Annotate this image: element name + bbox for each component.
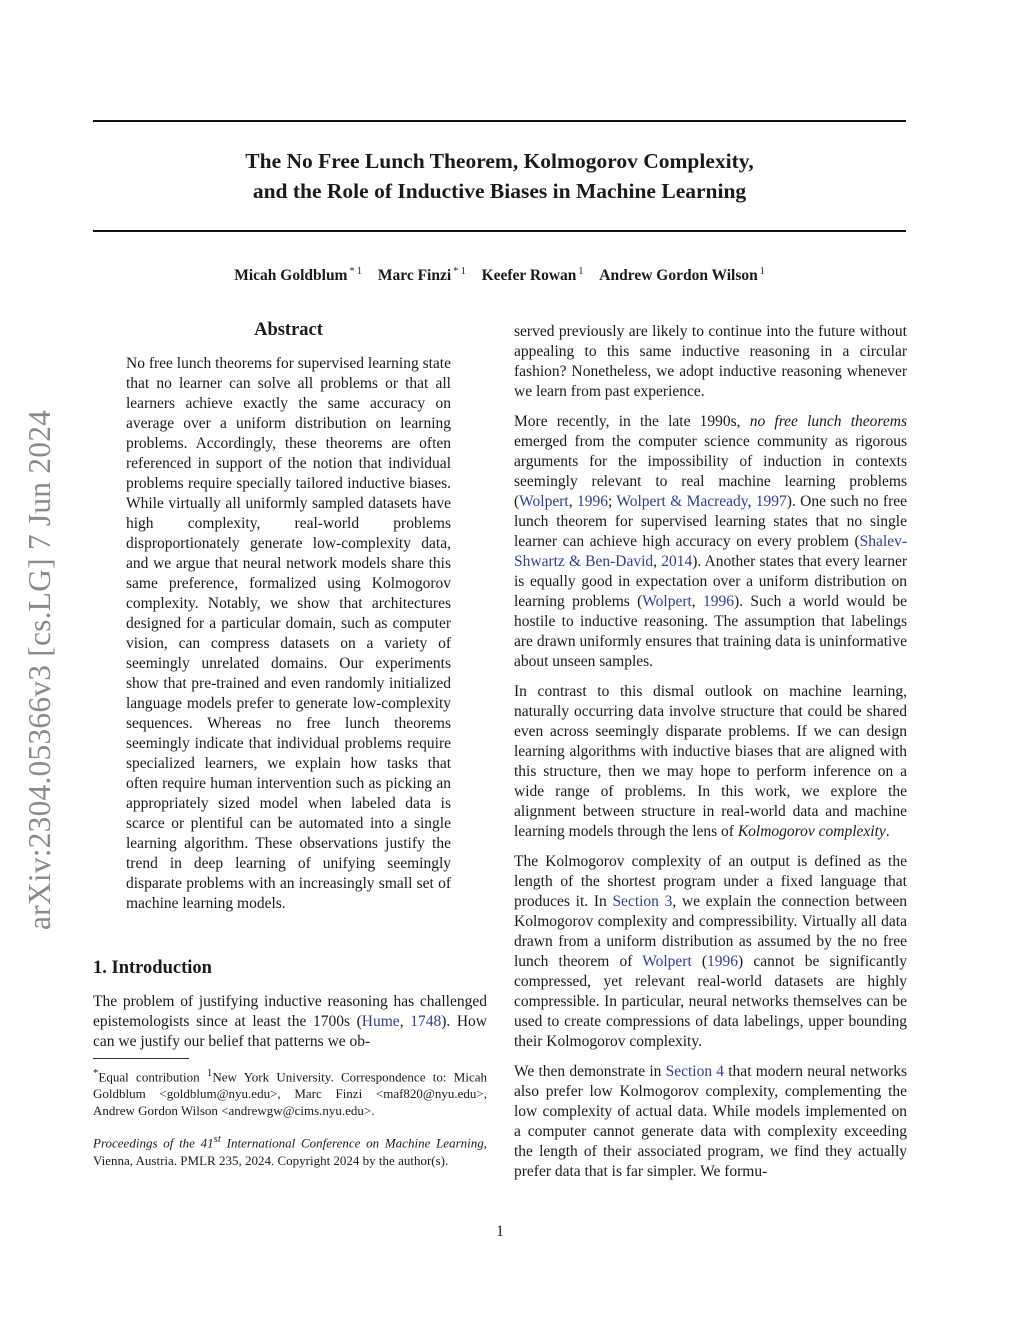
- footnote-mark: 1: [206, 1067, 213, 1079]
- text-run: In contrast to this dismal outlook on machine learning, naturally occurring data involve structure that could be shared even across seemingly disparate problems. If we can design learning algorithms with inductive biases that are aligned with this structure, then we may hope to perform inference on a wide range of problems. In this work, we explore the alignment between structure in real-world data and machine learning models through the lens of: [514, 683, 907, 840]
- text-run: ,: [399, 1013, 411, 1030]
- text-run: , Vienna, Austria. PMLR 235, 2024. Copyright 2024 by the author(s).: [93, 1135, 487, 1168]
- text-run: ). Such a world would be hostile to inductive reasoning. The assumption that labelings are drawn uniformly ensures that training data is uninformative about unseen samples.: [514, 593, 907, 670]
- author: [378, 267, 466, 284]
- text-run: ,: [747, 493, 756, 510]
- text-run: The problem of justifying inductive reasoning has challenged epistemologists since at least the 1700s (: [93, 993, 487, 1030]
- citation-year-link[interactable]: 1997: [755, 493, 787, 510]
- author-affiliation: * 1: [453, 266, 466, 277]
- author-name: Andrew Gordon Wilson: [599, 267, 758, 285]
- proceedings-note: [93, 1131, 487, 1168]
- section-heading: 1. Introduction: [93, 958, 212, 978]
- text-run: Equal contribution: [98, 1069, 207, 1085]
- author-name: Keefer Rowan: [481, 267, 577, 285]
- author-name: Micah Goldblum: [234, 267, 348, 285]
- citation-year-link[interactable]: 2014: [661, 553, 693, 570]
- author: [482, 267, 584, 284]
- text-run: ,: [691, 593, 703, 610]
- text-run: ;: [607, 493, 617, 510]
- citation-link[interactable]: Shalev-Shwartz & Ben-David: [514, 533, 907, 570]
- title-rule-top: [93, 120, 906, 122]
- emphasis: no free lunch theorems: [749, 413, 907, 430]
- body-paragraph: [514, 682, 907, 842]
- text-run: More recently, in the late 1990s,: [514, 413, 750, 430]
- text-run: emerged from the computer science community as rigorous arguments for the impossibility of induction in contexts seemingly relevant to real machine learning problems (: [514, 433, 907, 510]
- author-affiliation: 1: [759, 266, 765, 277]
- section-link[interactable]: Section 3: [612, 893, 673, 910]
- title-line-2: and the Role of Inductive Biases in Machine Learning: [252, 179, 747, 203]
- abstract-text: No free lunch theorems for supervised learning state that no learner can solve all problems or that all learners achieve exactly the same accuracy on average over a uniform distribution on learning problems. Accordingly, these theorems are often referenced in support of the notion that individual problems require specially tailored inductive biases. While virtually all uniformly sampled datasets have high complexity, real-world problems disproportionately generate low-complexity data, and we argue that neural network models share this same preference, formalized using Kolmogorov complexity. Notably, we show that architectures designed for a particular domain, such as computer vision, can compress datasets on a variety of seemingly unrelated domains. Our experiments show that pre-trained and even randomly initialized language models prefer to generate low-complexity sequences. Whereas no free lunch theorems seemingly indicate that individual problems require specialized learners, we explain how tasks that often require human intervention such as picking an appropriately sized model when labeled data is scarce or plentiful can be automated into a single learning algorithm. These observations justify the trend in deep learning of unifying seemingly disparate problems with an increasingly small set of machine learning models.: [126, 355, 451, 912]
- author-affiliation: 1: [578, 266, 584, 277]
- author-list: [93, 266, 906, 285]
- abstract-heading: Abstract: [254, 320, 323, 340]
- right-column: [514, 322, 907, 1192]
- body-paragraph: [514, 1062, 907, 1182]
- title-rule-bottom: [93, 230, 906, 232]
- footnote-mark: *: [93, 1067, 99, 1079]
- paper-title: [93, 146, 906, 206]
- text-run: ). One such no free lunch theorem for supervised learning states that no single learner can achieve high accuracy on every problem (: [514, 493, 908, 550]
- author: [234, 267, 362, 284]
- body-paragraph: [514, 852, 907, 1052]
- footnote-affiliations: [93, 1065, 487, 1119]
- citation-link[interactable]: Wolpert: [519, 493, 569, 510]
- author-affiliation: * 1: [349, 266, 362, 277]
- page-number: 1: [496, 1223, 504, 1240]
- intro-paragraph: [93, 992, 487, 1052]
- text-run: that modern neural networks also prefer low Kolmogorov complexity, complementing the low complexity of actual data. While models implemented on a computer cannot generate data with complexity exceeding the length of their associated program, we find they actually prefer data that is far simpler. We formu-: [514, 1063, 908, 1180]
- arxiv-identifier-stamp: arXiv:2304.05366v3 [cs.LG] 7 Jun 2024: [22, 409, 57, 930]
- text-run: ). How can we justify our belief that patterns we ob-: [93, 1013, 488, 1050]
- section-link[interactable]: Section 4: [665, 1063, 725, 1080]
- author-name: Marc Finzi: [377, 267, 452, 285]
- text-run: ). Another states that every learner is equally good in expectation over a uniform distribution on learning problems (: [514, 553, 908, 610]
- text-run: New York University. Correspondence to: Micah Goldblum <goldblum@nyu.edu>, Marc Finzi <maf820@nyu.edu>, Andrew Gordon Wilson <andrewgw@cims.nyu.edu>.: [93, 1069, 488, 1119]
- text-run: st: [213, 1133, 221, 1146]
- citation-link[interactable]: Wolpert: [642, 593, 692, 610]
- text-run: , we explain the connection between Kolmogorov complexity and compressibility. Virtually all data drawn from a uniform distribution as assumed by the no free lunch theorem of: [514, 893, 907, 970]
- text-run: ,: [653, 553, 662, 570]
- text-run: ) cannot be significantly compressed, yet relevant real-world datasets are highly compressible. In particular, neural networks themselves can be used to create compressions of data labelings, upper bounding their Kolmogorov complexity.: [514, 953, 907, 1050]
- title-line-1: The No Free Lunch Theorem, Kolmogorov Complexity,: [245, 149, 754, 173]
- emphasis: Kolmogorov complexity: [737, 823, 886, 840]
- citation-year-link[interactable]: 1996: [576, 493, 608, 510]
- footnote-rule: [93, 1058, 189, 1059]
- citation-year-link[interactable]: 1996: [702, 593, 734, 610]
- text-run: ,: [568, 493, 577, 510]
- citation-link[interactable]: Wolpert: [642, 953, 692, 970]
- body-paragraph: served previously are likely to continue into the future without appealing to this same inductive reasoning in a circular fashion? Nonetheless, we adopt inductive reasoning whenever we learn from past experience.: [514, 323, 907, 400]
- footnotes: [93, 1058, 487, 1181]
- author: [599, 267, 765, 284]
- text-run: .: [885, 823, 890, 840]
- text-run: Proceedings of the: [93, 1135, 201, 1151]
- text-run: The Kolmogorov complexity of an output is defined as the length of the shortest program under a fixed language that produces it. In: [514, 853, 907, 910]
- text-run: International Conference on Machine Learning: [220, 1135, 484, 1151]
- text-run: We then demonstrate in: [514, 1063, 666, 1080]
- citation-year-link[interactable]: 1996: [707, 953, 739, 970]
- body-paragraph: [514, 412, 907, 672]
- text-run: (: [691, 953, 708, 970]
- citation-link[interactable]: Hume: [361, 1013, 400, 1030]
- text-run: 41: [200, 1135, 214, 1151]
- citation-year-link[interactable]: 1748: [410, 1013, 442, 1030]
- abstract-section: [126, 318, 451, 914]
- citation-link[interactable]: Wolpert & Macready: [616, 493, 748, 510]
- introduction-section: [93, 956, 487, 1052]
